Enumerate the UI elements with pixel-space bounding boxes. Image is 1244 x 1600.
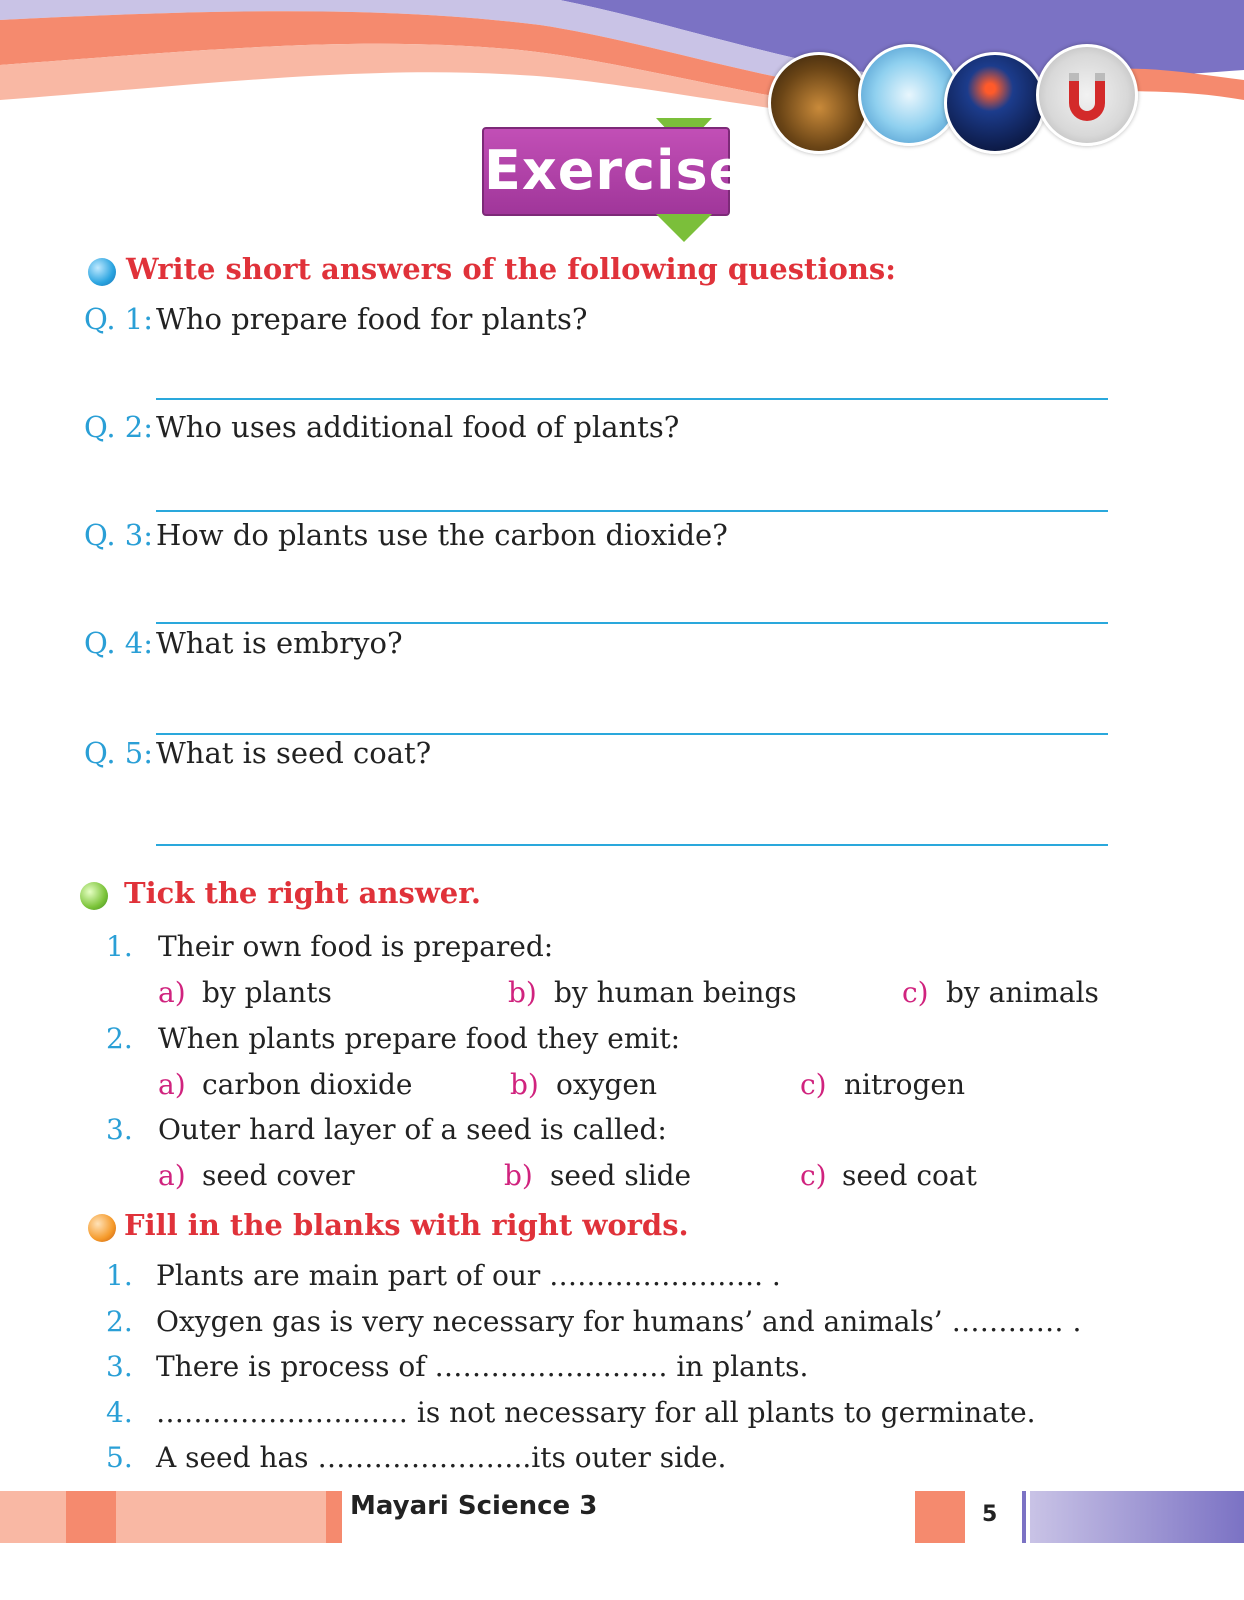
sentence-text: There is process of ……………………. in plants. <box>156 1350 809 1383</box>
answer-line[interactable] <box>156 733 1108 735</box>
option-text[interactable]: seed slide <box>550 1159 692 1192</box>
question-text: How do plants use the carbon dioxide? <box>156 518 728 552</box>
question-number: Q. 5: <box>84 736 153 770</box>
answer-line[interactable] <box>156 510 1108 512</box>
arrow-down-icon <box>656 214 712 242</box>
fill-blanks-heading: Fill in the blanks with right words. <box>124 1208 689 1242</box>
item-number: 2. <box>106 1022 133 1055</box>
question-text: Who prepare food for plants? <box>156 302 588 336</box>
page-title: Exercise <box>484 139 747 202</box>
option-letter: c) <box>800 1159 827 1192</box>
sentence-text: ……………………… is not necessary for all plants to germinate. <box>156 1396 1036 1429</box>
item-number: 5. <box>106 1441 133 1474</box>
item-number: 2. <box>106 1305 133 1338</box>
short-answers-heading: Write short answers of the following questions: <box>126 252 896 286</box>
question-text: What is seed coat? <box>156 736 432 770</box>
footer-bar-left <box>0 1491 66 1543</box>
question-text: Their own food is prepared: <box>158 930 554 963</box>
option-letter: a) <box>158 976 186 1009</box>
orange-bullet-icon <box>88 1214 116 1242</box>
item-number: 1. <box>106 1259 133 1292</box>
tick-answer-heading: Tick the right answer. <box>124 876 481 910</box>
lion-photo <box>768 52 870 154</box>
item-number: 4. <box>106 1396 133 1429</box>
answer-line[interactable] <box>156 844 1108 846</box>
question-text: Outer hard layer of a seed is called: <box>158 1113 667 1146</box>
footer-bar-accent <box>66 1491 116 1543</box>
footer-bar-right <box>1030 1491 1244 1543</box>
option-text[interactable]: by animals <box>946 976 1099 1009</box>
option-text[interactable]: carbon dioxide <box>202 1068 413 1101</box>
question-text: What is embryo? <box>156 626 403 660</box>
option-letter: c) <box>800 1068 827 1101</box>
book-title: Mayari Science 3 <box>350 1491 598 1521</box>
magnet-photo <box>1036 44 1138 146</box>
footer-bar-edge <box>326 1491 342 1543</box>
question-number: Q. 1: <box>84 302 153 336</box>
item-number: 1. <box>106 930 133 963</box>
sentence-text: Plants are main part of our ………………….. . <box>156 1259 781 1292</box>
exercise-title-badge <box>482 127 747 216</box>
question-text: Who uses additional food of plants? <box>156 410 680 444</box>
blue-bullet-icon <box>88 258 116 286</box>
question-number: Q. 4: <box>84 626 153 660</box>
page-number: 5 <box>982 1502 998 1527</box>
option-text[interactable]: oxygen <box>556 1068 657 1101</box>
answer-line[interactable] <box>156 622 1108 624</box>
question-number: Q. 3: <box>84 518 153 552</box>
footer-divider <box>1022 1491 1026 1543</box>
option-letter: b) <box>510 1068 539 1101</box>
option-letter: b) <box>508 976 537 1009</box>
sentence-text: Oxygen gas is very necessary for humans’ and animals’ ………… . <box>156 1305 1082 1338</box>
option-text[interactable]: nitrogen <box>844 1068 966 1101</box>
option-letter: a) <box>158 1159 186 1192</box>
option-text[interactable]: by plants <box>202 976 332 1009</box>
item-number: 3. <box>106 1113 133 1146</box>
sentence-text: A seed has …………………..its outer side. <box>156 1441 727 1474</box>
item-number: 3. <box>106 1350 133 1383</box>
question-text: When plants prepare food they emit: <box>158 1022 681 1055</box>
solar-system-photo <box>944 52 1046 154</box>
option-letter: c) <box>902 976 929 1009</box>
question-number: Q. 2: <box>84 410 153 444</box>
option-text[interactable]: seed cover <box>202 1159 355 1192</box>
footer-bar-middle <box>116 1491 326 1543</box>
option-letter: b) <box>504 1159 533 1192</box>
option-letter: a) <box>158 1068 186 1101</box>
answer-line[interactable] <box>156 398 1108 400</box>
option-text[interactable]: seed coat <box>842 1159 977 1192</box>
page-number-box <box>915 1491 965 1543</box>
option-text[interactable]: by human beings <box>554 976 797 1009</box>
green-bullet-icon <box>80 882 108 910</box>
